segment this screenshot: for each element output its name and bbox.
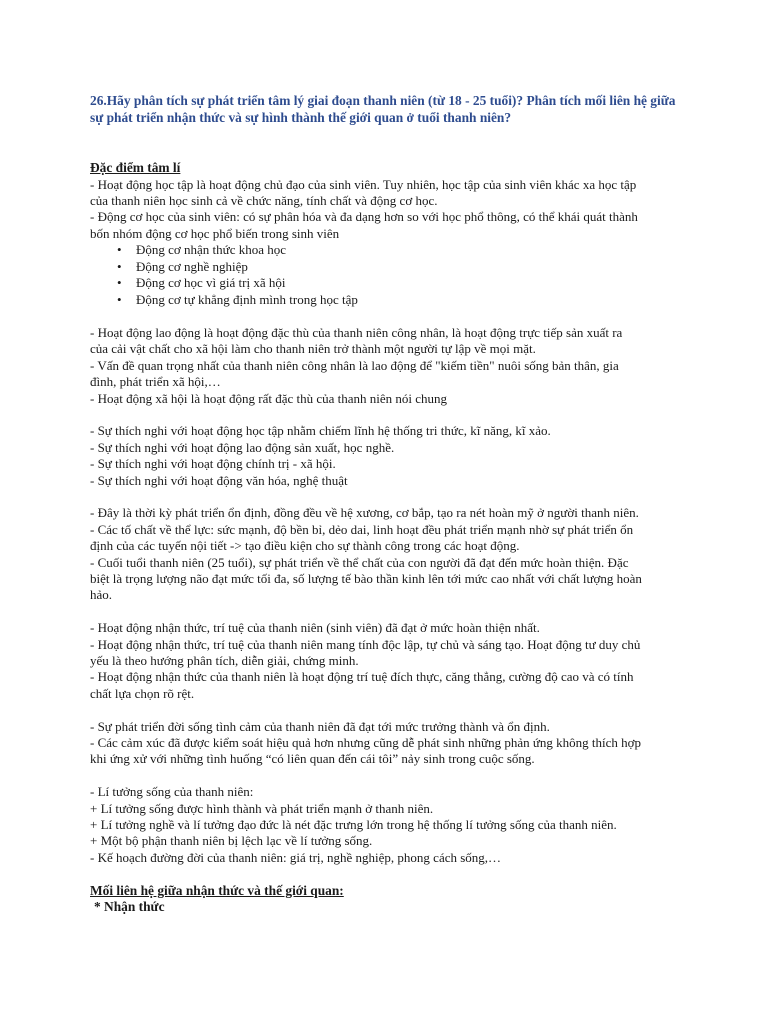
text-line: - Lí tưởng sống của thanh niên: xyxy=(90,784,254,800)
text-line: - Hoạt động nhận thức, trí tuệ của thanh niên mang tính độc lập, tự chủ và sáng tạo. Hoạt động tư duy chủ xyxy=(90,636,641,652)
text-line: của thanh niên học sinh cả về chức năng, tính chất và động cơ học. xyxy=(90,192,438,208)
document-page xyxy=(90,92,690,916)
paragraph-cognition xyxy=(90,620,690,702)
list-item-text: Động cơ nhận thức khoa học xyxy=(136,242,287,258)
list-item xyxy=(117,275,690,292)
subheading-cognition: * Nhận thức xyxy=(94,899,165,915)
paragraph-emotion xyxy=(90,719,690,768)
text-line: - Cuối tuổi thanh niên (25 tuổi), sự phát triển về thể chất của con người đã đạt đến mức hoàn thiện. Đặc xyxy=(90,554,629,570)
text-line: hảo. xyxy=(90,587,113,603)
paragraph-ideals xyxy=(90,784,690,866)
text-line: + Một bộ phận thanh niên bị lệch lạc về lí tưởng sống. xyxy=(90,833,373,849)
paragraph-labor xyxy=(90,325,690,407)
text-line: - Sự thích nghi với hoạt động chính trị - xã hội. xyxy=(90,456,336,472)
text-line: định của các tuyến nội tiết -> tạo điều kiện cho sự thành công trong các hoạt động. xyxy=(90,538,520,554)
text-line: - Sự thích nghi với hoạt động lao động sản xuất, học nghề. xyxy=(90,439,395,455)
text-line: - Hoạt động lao động là hoạt động đặc thù của thanh niên công nhân, là hoạt động trực tiếp sản xuất ra xyxy=(90,324,623,340)
section-heading-relation: Mối liên hệ giữa nhận thức và thế giới quan: xyxy=(90,882,344,898)
bullet-icon: • xyxy=(117,275,122,291)
text-line: - Các tố chất về thể lực: sức mạnh, độ bền bỉ, dẻo dai, linh hoạt đều phát triển mạnh nhờ sự phát triển ổn xyxy=(90,521,634,537)
list-item xyxy=(117,242,690,259)
section-heading-psych-traits: Đặc điểm tâm lí xyxy=(90,160,181,175)
text-line: - Vấn đề quan trọng nhất của thanh niên công nhân là lao động để "kiếm tiền" nuôi sống bản thân, gia xyxy=(90,357,619,373)
question-title: 26.Hãy phân tích sự phát triển tâm lý giai đoạn thanh niên (từ 18 - 25 tuổi)? Phân tích mối liên hệ giữa sự phát triển nhận thức và sự hình thành thế giới quan ở tuổi thanh niên? xyxy=(90,93,676,125)
list-item xyxy=(117,259,690,276)
text-line: - Đây là thời kỳ phát triển ổn định, đồng đều về hệ xương, cơ bắp, tạo ra nét hoàn mỹ ở người thanh niên. xyxy=(90,505,639,521)
text-line: + Lí tưởng nghề và lí tưởng đạo đức là nét đặc trưng lớn trong hệ thống lí tưởng sống của thanh niên. xyxy=(90,817,617,832)
text-line: - Hoạt động nhận thức, trí tuệ của thanh niên (sinh viên) đã đạt ở mức hoàn thiện nhất. xyxy=(90,620,540,636)
list-item-text: Động cơ tự khẳng định mình trong học tập xyxy=(136,291,358,307)
bullet-icon: • xyxy=(117,258,122,274)
text-line: - Sự thích nghi với hoạt động học tập nhằm chiếm lĩnh hệ thống tri thức, kĩ năng, kĩ xảo. xyxy=(90,423,551,439)
text-line: + Lí tưởng sống được hình thành và phát triển mạnh ở thanh niên. xyxy=(90,800,434,816)
text-line: yếu là theo hướng phân tích, diễn giải, chứng minh. xyxy=(90,652,359,668)
text-line: - Hoạt động nhận thức của thanh niên là hoạt động trí tuệ đích thực, căng thẳng, cường độ cao và có tính xyxy=(90,669,634,685)
text-line: - Kế hoạch đường đời của thanh niên: giá trị, nghề nghiệp, phong cách sống,… xyxy=(90,849,502,865)
bullet-icon: • xyxy=(117,291,122,307)
text-line: đình, phát triển xã hội,… xyxy=(90,374,221,390)
text-line: - Hoạt động xã hội là hoạt động rất đặc thù của thanh niên nói chung xyxy=(90,390,448,406)
list-item-text: Động cơ nghề nghiệp xyxy=(136,258,248,274)
text-line: bốn nhóm động cơ học phổ biến trong sinh viên xyxy=(90,225,340,241)
list-item-text: Động cơ học vì giá trị xã hội xyxy=(136,275,286,291)
text-line: chất lựa chọn rõ rệt. xyxy=(90,685,195,701)
text-line: khi ứng xử với những tình huống “có liên quan đến cái tôi” nảy sinh trong cuộc sống. xyxy=(90,751,535,767)
text-line: biệt là trọng lượng não đạt mức tối đa, số lượng tế bào thần kinh lên tới mức cao nhất với chất lượng hoàn xyxy=(90,570,642,586)
bullet-icon: • xyxy=(117,242,122,258)
motive-bullet-list xyxy=(90,242,690,308)
text-line: - Các cảm xúc đã được kiểm soát hiệu quả hơn nhưng cũng dễ phát sinh những phản ứng không thích hợp xyxy=(90,734,642,750)
text-line: của cải vật chất cho xã hội làm cho thanh niên trở thành một người tự lập về mọi mặt. xyxy=(90,341,536,357)
text-line: - Sự phát triển đời sống tình cảm của thanh niên đã đạt tới mức trưởng thành và ổn định. xyxy=(90,718,550,734)
text-line: - Sự thích nghi với hoạt động văn hóa, nghệ thuật xyxy=(90,472,348,488)
list-item xyxy=(117,292,690,309)
paragraph-learning xyxy=(90,177,690,243)
paragraph-physical xyxy=(90,505,690,603)
text-line: - Động cơ học của sinh viên: có sự phân hóa và đa dạng hơn so với học phổ thông, có thể khái quát thành xyxy=(90,209,638,225)
paragraph-adaptation xyxy=(90,423,690,489)
text-line: - Hoạt động học tập là hoạt động chủ đạo của sinh viên. Tuy nhiên, học tập của sinh viên khác xa học tập xyxy=(90,176,637,192)
